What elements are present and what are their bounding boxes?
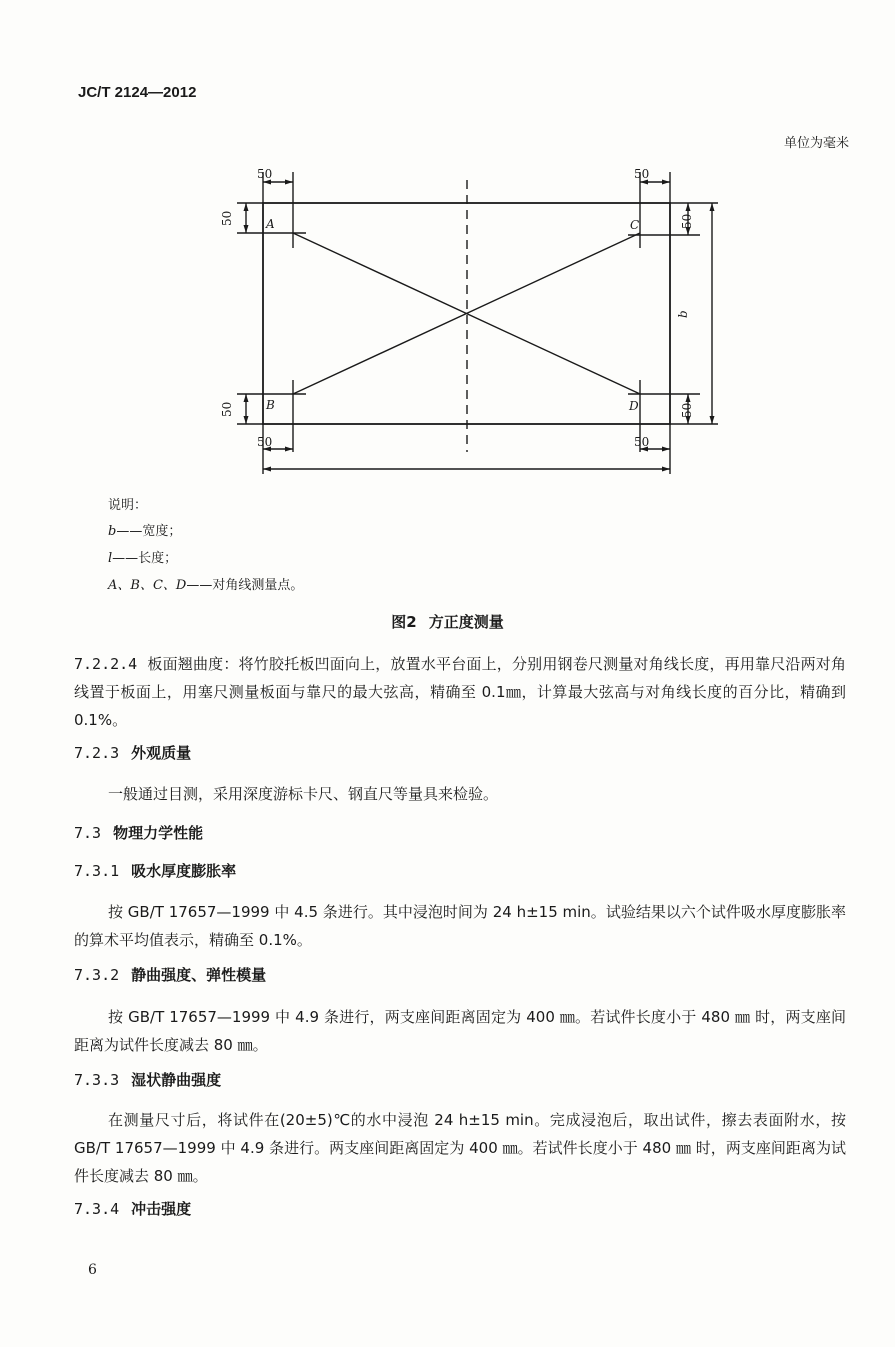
dim-label-left-bottom: 50 xyxy=(220,401,234,417)
section-731-heading xyxy=(74,860,236,881)
section-text: 板面翘曲度：将竹胶托板凹面向上，放置水平台面上，分别用钢卷尺测量对角线长度，再用靠尺沿两对角线置于板面上，用塞尺测量板面与靠尺的最大弦高，精确至 0.1㎜，计算最大弦高与对角线长度的百分比，精确到 0.1%。 xyxy=(74,655,846,729)
section-number: 7.3 xyxy=(74,824,102,842)
section-731-text: 按 GB/T 17657—1999 中 4.5 条进行。其中浸泡时间为 24 h±15 min。试验结果以六个试件吸水厚度膨胀率的算术平均值表示，精确至 0.1%。 xyxy=(74,903,846,949)
section-733-text: 在测量尺寸后，将试件在(20±5)℃的水中浸泡 24 h±15 min。完成浸泡后，取出试件，擦去表面附水，按 GB/T 17657—1999 中 4.9 条进行。两支座间距离固定为 400 ㎜。若试件长度小于 480 ㎜ 时，两支座间距离为试件长度减去 80 ㎜。 xyxy=(74,1111,846,1185)
legend-symbol: b xyxy=(108,524,117,539)
dim-label-top-right: 50 xyxy=(634,167,650,181)
legend-item xyxy=(108,520,181,539)
section-number: 7.2.2.4 xyxy=(74,655,138,673)
point-b: B xyxy=(266,398,275,412)
section-title: 外观质量 xyxy=(131,744,192,762)
unit-note: 单位为毫米 xyxy=(783,136,849,151)
point-d: D xyxy=(629,399,639,413)
section-title: 物理力学性能 xyxy=(113,824,204,842)
legend-text: ——宽度； xyxy=(116,524,182,539)
dim-label-left-top: 50 xyxy=(220,210,234,226)
width-label: b xyxy=(676,310,690,318)
dim-label-right-bottom: 50 xyxy=(680,402,694,418)
dim-label-bottom-right: 50 xyxy=(634,435,650,449)
section-title: 冲击强度 xyxy=(131,1200,192,1218)
section-number: 7.3.3 xyxy=(74,1071,120,1089)
section-734-heading xyxy=(74,1198,191,1219)
section-title: 吸水厚度膨胀率 xyxy=(131,862,237,880)
section-723-text: 一般通过目测，采用深度游标卡尺、钢直尺等量具来检验。 xyxy=(108,785,499,803)
legend-symbol: l xyxy=(108,551,113,566)
page-number: 6 xyxy=(88,1262,97,1278)
point-a: A xyxy=(266,217,275,231)
standard-code: JC/T 2124—2012 xyxy=(78,84,197,101)
section-title: 湿状静曲强度 xyxy=(131,1071,222,1089)
figure-caption xyxy=(0,611,895,632)
legend-text: ——长度； xyxy=(112,551,178,566)
legend-item xyxy=(108,574,303,593)
point-c: C xyxy=(630,218,640,232)
section-732-heading xyxy=(74,964,266,985)
section-number: 7.3.2 xyxy=(74,966,120,984)
caption-number: 图2 xyxy=(391,613,417,631)
legend-symbol: A、B、C、D xyxy=(108,578,187,593)
dim-label-right-top: 50 xyxy=(680,213,694,229)
dim-label-bottom-left: 50 xyxy=(257,435,273,449)
legend-item xyxy=(108,547,177,566)
section-number: 7.3.4 xyxy=(74,1200,120,1218)
dim-label-top-left: 50 xyxy=(257,167,273,181)
legend-title: 说明： xyxy=(108,498,148,513)
section-723-heading xyxy=(74,742,191,763)
section-number: 7.3.1 xyxy=(74,862,120,880)
section-732-text: 按 GB/T 17657—1999 中 4.9 条进行，两支座间距离固定为 400 ㎜。若试件长度小于 480 ㎜ 时，两支座间距离为试件长度减去 80 ㎜。 xyxy=(74,1008,846,1054)
section-733-heading xyxy=(74,1069,221,1090)
section-title: 静曲强度、弹性模量 xyxy=(131,966,267,984)
caption-text: 方正度测量 xyxy=(428,613,504,631)
section-7224-paragraph xyxy=(74,650,846,734)
legend-text: ——对角线测量点。 xyxy=(186,578,304,593)
section-73-heading xyxy=(74,822,203,843)
section-number: 7.2.3 xyxy=(74,744,120,762)
squareness-diagram xyxy=(205,160,725,480)
